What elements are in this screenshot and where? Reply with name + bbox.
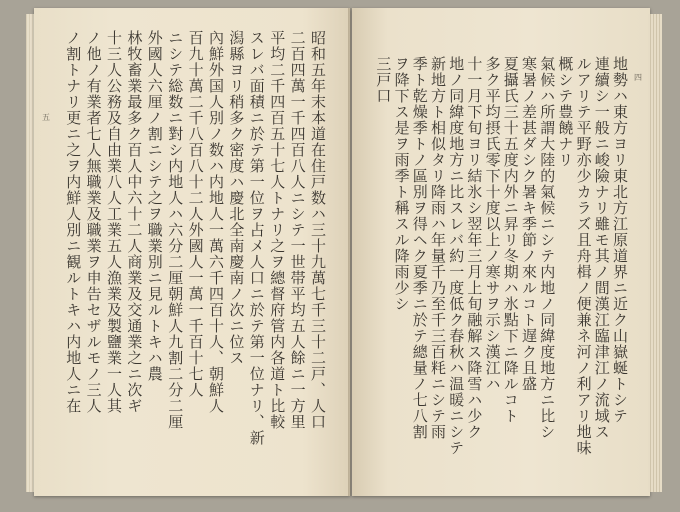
- text-column: 季ト乾燥季トノ區別ヲ得ヘク夏季ニ於テ總量ノ七八割: [410, 56, 429, 440]
- text-column: 百九十萬二千八百八十二人外國人一萬一千百十七人: [186, 30, 205, 398]
- text-column: 潟縣ヨリ稍多ク密度ハ慶北全南慶南ノ次ニ位ス: [227, 30, 246, 366]
- text-column: 十一月下旬ヨリ結氷シ翌年三月上旬融解ス降雪ハ少ク: [465, 56, 484, 440]
- right-page: [352, 8, 650, 496]
- text-column: 地ノ同緯度地方ニ比スレバ約一度低ク春秋ハ温暖ニシテ: [447, 56, 466, 456]
- text-column: ヲ降下ス是ヲ雨季ト稱スル降雨少シ: [392, 56, 411, 312]
- text-column: 連續シ一般ニ峻險ナリ雖モ其ノ間漢江臨津江ノ流域ス: [592, 56, 611, 440]
- text-column: 多ク平均摂氏零下十度以上ノ寒サヲ示シ漢江ハ: [483, 56, 502, 392]
- text-column: 昭和五年末本道在住戸数ハ三十九萬七千三十二戸、人口: [309, 30, 327, 430]
- text-column: ルアリテ平野亦少カラズ且舟楫ノ便兼ネ河ノ利アリ地味: [574, 56, 593, 456]
- text-column: 夏攝氏三十五度内外ニ昇リ冬期ハ氷點下ニ降ルコト: [501, 56, 520, 424]
- text-column: 概シテ豊饒ナリ: [556, 56, 575, 168]
- open-book: [22, 8, 662, 498]
- left-page: [34, 8, 350, 496]
- text-column: 平均二千四百五十七人トナリ之ヲ總督府管内各道ト比較: [268, 30, 287, 430]
- text-column: 地勢ハ東方ヨリ東北方江原道界ニ近ク山嶽蜒トシテ: [611, 56, 629, 424]
- text-column: 新地方ト相似タリ降雨ハ年量千乃至千三百粍ニシテ雨: [429, 56, 447, 440]
- text-column: 內鮮外国人別ノ数ハ内地人一萬六千四百十人、朝鮮人: [207, 30, 225, 414]
- text-column: スレバ面積ニ於テ第一位ヲ占メ人口ニ於テ第一位ナリ、新: [247, 30, 266, 446]
- text-column: 十三人公務及自由業八人工業五人漁業及製鹽業一人其: [105, 30, 123, 414]
- text-column: 外國人六厘ノ割ニシテ之ヲ職業別ニ見ルトキハ農: [145, 30, 164, 382]
- text-column: 寒暑ノ差甚ダシク暑キ季節ノ來ルコト遅ク且盛: [520, 56, 538, 392]
- page-number: 四: [634, 73, 642, 82]
- text-column: 三戸口: [374, 56, 393, 104]
- text-column: 林牧畜業最多ク百人中六十二人商業及交通業之ニ次ギ: [125, 30, 144, 414]
- text-column: ニシテ総数ニ對シ内地人ハ六分二厘朝鮮人九割二分二厘: [166, 30, 185, 430]
- text-column: 氣候ハ所謂大陸的氣候ニシテ内地ノ同緯度地方ニ比シ: [538, 56, 557, 440]
- text-column: ノ割トナリ更ニ之ヲ内鮮人別ニ観ルトキハ内地人ニ在: [64, 30, 83, 414]
- page-stack-right-edge: [648, 14, 662, 492]
- text-column: 二百四萬一千四百八人ニシテ一世帯平均五人餘ニ一方里: [288, 30, 307, 430]
- text-column: ノ他ノ有業者七人無職業及職業ヲ申告セザルモノ三人: [84, 30, 103, 414]
- page-number: 五: [42, 113, 50, 122]
